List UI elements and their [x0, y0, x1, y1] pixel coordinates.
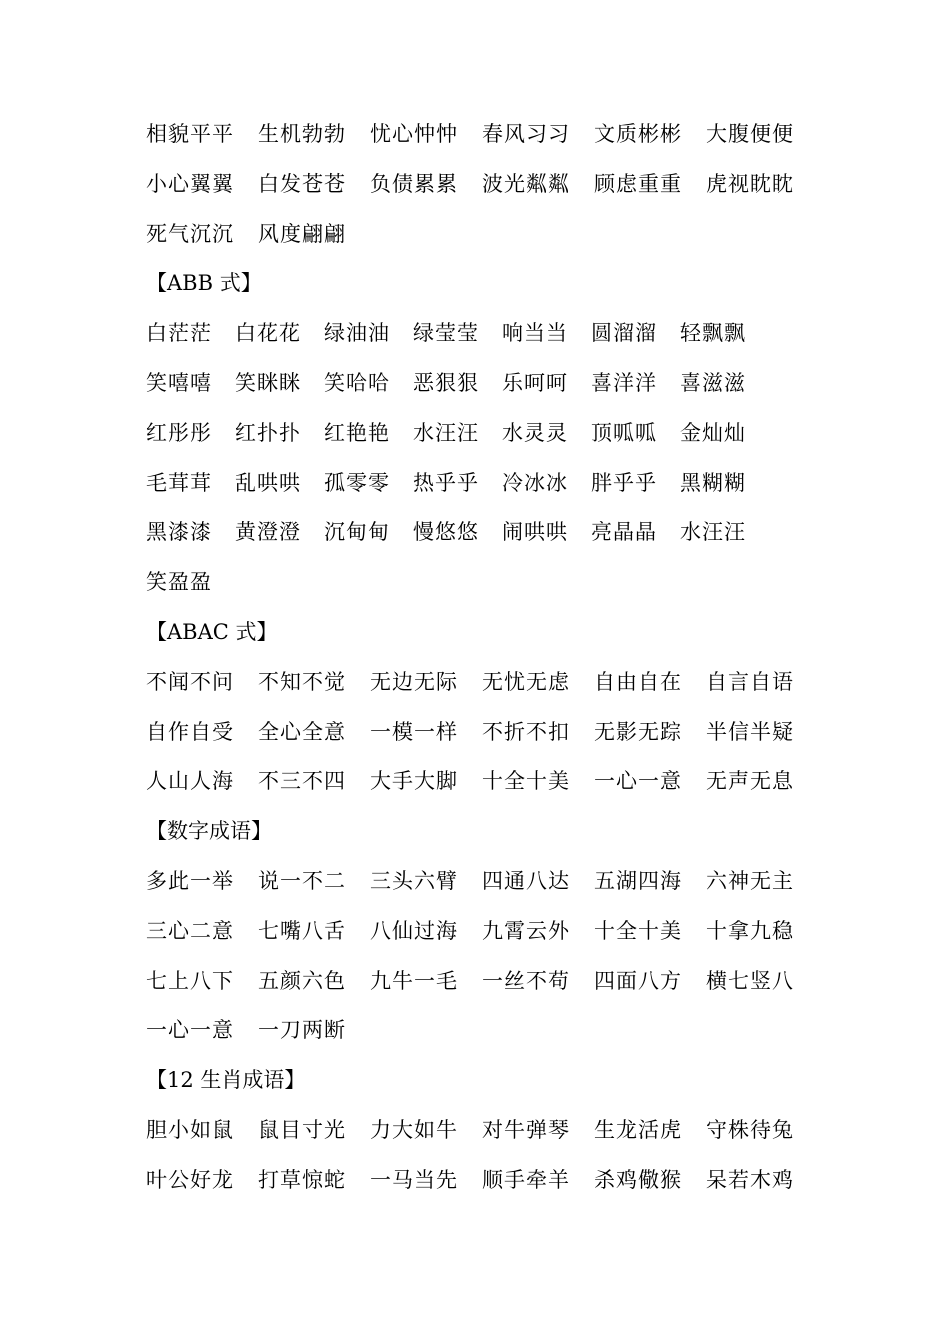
- idiom: 不三不四: [258, 769, 346, 794]
- idiom: 一马当先: [370, 1167, 458, 1192]
- idiom: 绿油油: [324, 321, 390, 346]
- idiom: 慢悠悠: [413, 520, 479, 545]
- idiom-row: [146, 309, 836, 359]
- idiom: 说一不二: [258, 868, 346, 893]
- idiom: 无影无踪: [594, 719, 682, 744]
- idiom: 负债累累: [370, 171, 458, 196]
- idiom: 守株待兔: [706, 1117, 794, 1142]
- idiom: 乱哄哄: [235, 470, 301, 495]
- idiom: 六神无主: [706, 868, 794, 893]
- idiom: 四面八方: [594, 968, 682, 993]
- idiom: 白花花: [235, 321, 301, 346]
- idiom: 一刀两断: [258, 1018, 346, 1043]
- idiom: 沉甸甸: [324, 520, 390, 545]
- idiom: 闹哄哄: [502, 520, 568, 545]
- idiom: 叶公好龙: [146, 1167, 234, 1192]
- idiom: 胆小如鼠: [146, 1117, 234, 1142]
- idiom: 横七竖八: [706, 968, 794, 993]
- idiom: 一模一样: [370, 719, 458, 744]
- idiom: 黑糊糊: [680, 470, 746, 495]
- idiom: 十拿九稳: [706, 918, 794, 943]
- idiom: 七嘴八舌: [258, 918, 346, 943]
- idiom: 笑哈哈: [324, 370, 390, 395]
- idiom: 一丝不苟: [482, 968, 570, 993]
- idiom: 红彤彤: [146, 420, 212, 445]
- idiom: 轻飘飘: [680, 321, 746, 346]
- idiom: 力大如牛: [370, 1117, 458, 1142]
- idiom: 半信半疑: [706, 719, 794, 744]
- idiom-row: [146, 658, 836, 708]
- idiom-row: [146, 160, 836, 210]
- idiom: 孤零零: [324, 470, 390, 495]
- idiom: 大手大脚: [370, 769, 458, 794]
- idiom: 金灿灿: [680, 420, 746, 445]
- idiom: 无边无际: [370, 669, 458, 694]
- idiom-row: [146, 1006, 836, 1056]
- idiom: 不折不扣: [482, 719, 570, 744]
- idiom: 大腹便便: [706, 122, 794, 146]
- idiom: 热乎乎: [413, 470, 479, 495]
- idiom: 五颜六色: [258, 968, 346, 993]
- idiom-row: [146, 210, 836, 260]
- idiom-row: [146, 359, 836, 409]
- idiom: 三心二意: [146, 918, 234, 943]
- idiom: 多此一举: [146, 868, 234, 893]
- idiom: 对牛弹琴: [482, 1117, 570, 1142]
- idiom: 恶狠狠: [413, 370, 479, 395]
- section-heading: 【数字成语】: [146, 819, 272, 844]
- idiom: 红扑扑: [235, 420, 301, 445]
- section-heading: 【ABAC 式】: [146, 619, 278, 644]
- idiom-row: [146, 757, 836, 807]
- idiom: 五湖四海: [594, 868, 682, 893]
- idiom: 一心一意: [146, 1018, 234, 1043]
- idiom: 水汪汪: [413, 420, 479, 445]
- idiom: 白发苍苍: [258, 171, 346, 196]
- idiom: 相貌平平: [146, 122, 234, 146]
- idiom: 生龙活虎: [594, 1117, 682, 1142]
- idiom: 笑嘻嘻: [146, 370, 212, 395]
- idiom-row: [146, 1106, 836, 1156]
- section-heading: 【ABB 式】: [146, 271, 262, 296]
- idiom: 笑眯眯: [235, 370, 301, 395]
- idiom: 八仙过海: [370, 918, 458, 943]
- idiom: 水灵灵: [502, 420, 568, 445]
- idiom-row: [146, 708, 836, 758]
- idiom: 死气沉沉: [146, 221, 234, 246]
- idiom: 白茫茫: [146, 321, 212, 346]
- idiom: 十全十美: [594, 918, 682, 943]
- idiom: 全心全意: [258, 719, 346, 744]
- idiom-row: [146, 558, 836, 608]
- idiom-row: [146, 459, 836, 509]
- idiom-row: [146, 1156, 836, 1206]
- idiom: 水汪汪: [680, 520, 746, 545]
- idiom: 打草惊蛇: [258, 1167, 346, 1192]
- idiom: 圆溜溜: [591, 321, 657, 346]
- idiom: 不闻不问: [146, 669, 234, 694]
- idiom: 杀鸡儆猴: [594, 1167, 682, 1192]
- idiom: 文质彬彬: [594, 122, 682, 146]
- document-page: [146, 110, 836, 1206]
- idiom: 一心一意: [594, 769, 682, 794]
- idiom: 黑漆漆: [146, 520, 212, 545]
- idiom: 喜滋滋: [680, 370, 746, 395]
- idiom: 顾虑重重: [594, 171, 682, 196]
- idiom: 虎视眈眈: [706, 171, 794, 196]
- idiom: 喜洋洋: [591, 370, 657, 395]
- idiom: 人山人海: [146, 769, 234, 794]
- idiom: 不知不觉: [258, 669, 346, 694]
- idiom: 十全十美: [482, 769, 570, 794]
- idiom: 无声无息: [706, 769, 794, 794]
- idiom: 笑盈盈: [146, 570, 212, 595]
- idiom: 无忧无虑: [482, 669, 570, 694]
- idiom: 胖乎乎: [591, 470, 657, 495]
- idiom: 绿莹莹: [413, 321, 479, 346]
- idiom: 波光粼粼: [482, 171, 570, 196]
- idiom: 亮晶晶: [591, 520, 657, 545]
- idiom-row: [146, 409, 836, 459]
- idiom: 春风习习: [482, 122, 570, 146]
- idiom: 毛茸茸: [146, 470, 212, 495]
- idiom: 乐呵呵: [502, 370, 568, 395]
- idiom: 三头六臂: [370, 868, 458, 893]
- idiom: 响当当: [502, 321, 568, 346]
- idiom: 自作自受: [146, 719, 234, 744]
- idiom: 红艳艳: [324, 420, 390, 445]
- idiom-row: [146, 857, 836, 907]
- idiom-row: [146, 508, 836, 558]
- idiom: 七上八下: [146, 968, 234, 993]
- idiom: 顺手牵羊: [482, 1167, 570, 1192]
- idiom: 顶呱呱: [591, 420, 657, 445]
- idiom: 九牛一毛: [370, 968, 458, 993]
- idiom: 黄澄澄: [235, 520, 301, 545]
- idiom: 鼠目寸光: [258, 1117, 346, 1142]
- idiom-row: [146, 110, 836, 160]
- idiom: 忧心忡忡: [370, 122, 458, 146]
- idiom: 自由自在: [594, 669, 682, 694]
- idiom: 呆若木鸡: [706, 1167, 794, 1192]
- idiom-row: [146, 957, 836, 1007]
- idiom: 自言自语: [706, 669, 794, 694]
- idiom: 风度翩翩: [258, 221, 346, 246]
- section-heading: 【12 生肖成语】: [146, 1068, 306, 1093]
- idiom-row: [146, 907, 836, 957]
- idiom: 九霄云外: [482, 918, 570, 943]
- idiom: 生机勃勃: [258, 122, 346, 146]
- idiom: 冷冰冰: [502, 470, 568, 495]
- idiom: 四通八达: [482, 868, 570, 893]
- idiom: 小心翼翼: [146, 171, 234, 196]
